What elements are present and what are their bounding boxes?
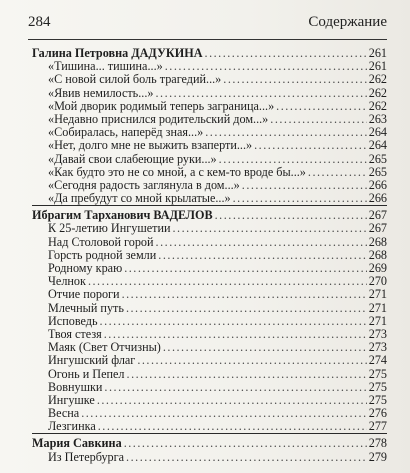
toc-entry-row[interactable] bbox=[32, 139, 387, 152]
entry-page-number: 261 bbox=[368, 59, 387, 74]
entry-page-number: 261 bbox=[368, 46, 387, 60]
toc-entry-row[interactable] bbox=[32, 354, 387, 367]
dot-leader bbox=[126, 451, 367, 464]
entry-title: Маяк (Свет Отчизны) bbox=[48, 340, 161, 355]
dot-leader bbox=[88, 275, 367, 288]
dot-leader bbox=[158, 249, 366, 262]
entry-title: Отчие пороги bbox=[48, 287, 120, 302]
entry-title: «Недавно приснился родительский дом...» bbox=[48, 111, 269, 126]
toc-entry-row[interactable] bbox=[32, 100, 387, 113]
dot-leader bbox=[173, 222, 367, 235]
entry-title: «Явив немилость...» bbox=[48, 85, 154, 100]
toc-entry-row[interactable] bbox=[32, 381, 387, 394]
dot-leader bbox=[155, 87, 366, 100]
header-rule bbox=[28, 39, 387, 40]
toc-entry-row[interactable] bbox=[32, 87, 387, 100]
entry-title: Челнок bbox=[48, 274, 86, 289]
entry-title: Исповедь bbox=[48, 313, 98, 328]
dot-leader bbox=[122, 288, 367, 301]
dot-leader bbox=[205, 47, 367, 60]
toc-section bbox=[32, 47, 387, 205]
entry-title: Ингушке bbox=[48, 392, 95, 407]
dot-leader bbox=[223, 73, 366, 86]
dot-leader bbox=[270, 113, 366, 126]
toc-author-row[interactable] bbox=[32, 437, 387, 450]
dot-leader bbox=[215, 209, 367, 222]
author-name: Мария Савкина bbox=[32, 436, 122, 451]
dot-leader bbox=[156, 236, 367, 249]
entry-page-number: 273 bbox=[368, 340, 387, 355]
entry-page-number: 275 bbox=[368, 392, 387, 407]
toc-entry-row[interactable] bbox=[32, 73, 387, 86]
entry-title: «Тишина... тишина...» bbox=[48, 59, 163, 74]
page-header bbox=[28, 14, 387, 34]
dot-leader bbox=[163, 341, 367, 354]
dot-leader bbox=[97, 394, 367, 407]
dot-leader bbox=[104, 381, 366, 394]
table-of-contents bbox=[32, 47, 387, 464]
dot-leader bbox=[242, 179, 367, 192]
toc-entry-row[interactable] bbox=[32, 451, 387, 464]
entry-title: Огонь и Пепел bbox=[48, 366, 125, 381]
entry-title: Млечный путь bbox=[48, 300, 124, 315]
dot-leader bbox=[127, 368, 367, 381]
entry-page-number: 270 bbox=[368, 274, 387, 289]
entry-title: Горсть родной земли bbox=[48, 247, 157, 262]
entry-title: Над Столовой горой bbox=[48, 234, 154, 249]
entry-page-number: 264 bbox=[368, 125, 387, 140]
entry-page-number: 263 bbox=[368, 111, 387, 126]
toc-entry-row[interactable] bbox=[32, 315, 387, 328]
entry-title: Ингушский флаг bbox=[48, 353, 136, 368]
toc-entry-row[interactable] bbox=[32, 302, 387, 315]
entry-page-number: 262 bbox=[368, 85, 387, 100]
entry-page-number: 279 bbox=[368, 449, 387, 464]
entry-page-number: 262 bbox=[368, 72, 387, 87]
entry-title: «Как будто это не со мной, а с кем-то вроде бы...» bbox=[48, 164, 306, 179]
entry-page-number: 274 bbox=[368, 353, 387, 368]
entry-page-number: 268 bbox=[368, 247, 387, 262]
toc-entry-row[interactable] bbox=[32, 394, 387, 407]
entry-title: К 25-летию Ингушетии bbox=[48, 221, 171, 236]
dot-leader bbox=[126, 302, 367, 315]
entry-page-number: 264 bbox=[368, 138, 387, 153]
entry-title: «Да пребудут со мной крылатые...» bbox=[48, 191, 231, 206]
entry-page-number: 266 bbox=[368, 177, 387, 192]
entry-title: «Давай свои слабеющие руки...» bbox=[48, 151, 217, 166]
toc-entry-row[interactable] bbox=[32, 192, 387, 205]
entry-page-number: 267 bbox=[368, 208, 387, 223]
toc-entry-row[interactable] bbox=[32, 288, 387, 301]
entry-page-number: 278 bbox=[368, 436, 387, 451]
entry-title: Твоя стезя bbox=[48, 326, 102, 341]
entry-page-number: 271 bbox=[368, 300, 387, 315]
entry-page-number: 271 bbox=[368, 313, 387, 328]
running-title: Содержание bbox=[308, 14, 387, 30]
entry-title: «Собиралась, наперёд зная...» bbox=[48, 125, 204, 140]
toc-section bbox=[32, 433, 387, 463]
toc-entry-row[interactable] bbox=[32, 166, 387, 179]
dot-leader bbox=[100, 315, 367, 328]
dot-leader bbox=[276, 100, 367, 113]
dot-leader bbox=[137, 354, 366, 367]
entry-page-number: 277 bbox=[368, 419, 387, 434]
page-number: 284 bbox=[28, 14, 51, 30]
toc-section bbox=[32, 205, 387, 433]
toc-entry-row[interactable] bbox=[32, 236, 387, 249]
entry-title: «Нет, долго мне не выжить взаперти...» bbox=[48, 138, 253, 153]
entry-title: «Мой дворик родимый теперь заграница...» bbox=[48, 98, 275, 113]
toc-entry-row[interactable] bbox=[32, 368, 387, 381]
entry-page-number: 271 bbox=[368, 287, 387, 302]
dot-leader bbox=[233, 192, 367, 205]
entry-page-number: 267 bbox=[368, 221, 387, 236]
author-name: Галина Петровна ДАДУКИНА bbox=[32, 46, 203, 60]
entry-page-number: 275 bbox=[368, 379, 387, 394]
entry-page-number: 269 bbox=[368, 261, 387, 275]
entry-page-number: 265 bbox=[368, 151, 387, 166]
entry-page-number: 268 bbox=[368, 234, 387, 249]
dot-leader bbox=[81, 407, 367, 420]
dot-leader bbox=[124, 437, 367, 450]
entry-page-number: 276 bbox=[368, 406, 387, 421]
entry-page-number: 266 bbox=[368, 191, 387, 206]
toc-entry-row[interactable] bbox=[32, 222, 387, 235]
entry-title: Лезгинка bbox=[48, 419, 96, 434]
entry-title: Родному краю bbox=[48, 261, 123, 275]
toc-entry-row[interactable] bbox=[32, 153, 387, 166]
dot-leader bbox=[98, 420, 367, 433]
entry-title: «С новой силой боль трагедий...» bbox=[48, 72, 222, 87]
dot-leader bbox=[124, 262, 367, 275]
entry-page-number: 265 bbox=[368, 164, 387, 179]
entry-page-number: 275 bbox=[368, 366, 387, 381]
entry-title: Из Петербурга bbox=[48, 449, 125, 464]
dot-leader bbox=[308, 166, 367, 179]
entry-title: Весна bbox=[48, 406, 80, 421]
dot-leader bbox=[254, 139, 367, 152]
entry-page-number: 262 bbox=[368, 98, 387, 113]
dot-leader bbox=[219, 153, 367, 166]
entry-title: Вовнушки bbox=[48, 379, 103, 394]
toc-entry-row[interactable] bbox=[32, 420, 387, 433]
author-name: Ибрагим Тарханович ВАДЕЛОВ bbox=[32, 208, 213, 223]
entry-title: «Сегодня радость заглянула в дом...» bbox=[48, 177, 240, 192]
entry-page-number: 273 bbox=[368, 326, 387, 341]
